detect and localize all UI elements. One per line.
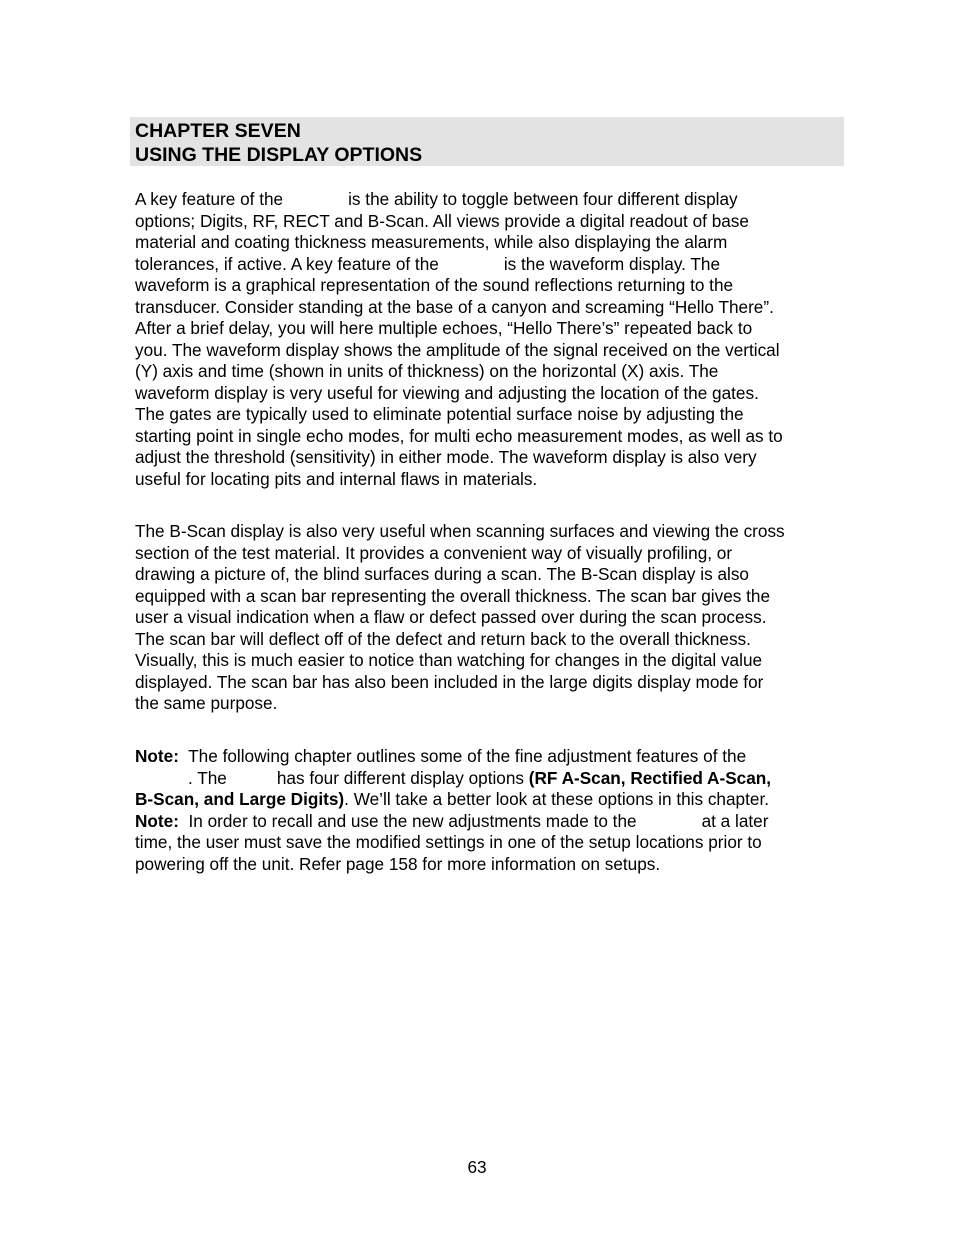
chapter-number: CHAPTER SEVEN [135, 120, 301, 142]
text-line: options; Digits, RF, RECT and B-Scan. All views provide a digital readout of base [135, 210, 749, 231]
text-line: (Y) axis and time (shown in units of thickness) on the horizontal (X) axis. The [135, 361, 719, 381]
paragraph-display-options [135, 189, 850, 490]
text-line: Visually, this is much easier to notice than watching for changes in the digital value [135, 650, 763, 670]
text-line: drawing a picture of, the blind surfaces during a scan. The B-Scan display is also [135, 564, 749, 584]
note-line: Note: The following chapter outlines some of the fine adjustment features of the [135, 746, 747, 766]
notes-section [135, 746, 850, 875]
text-line: transducer. Consider standing at the base of a canyon and screaming “Hello There”. [135, 296, 774, 317]
text-line: adjust the threshold (sensitivity) in either mode. The waveform display is also very [135, 447, 757, 467]
text-line: the same purpose. [135, 693, 278, 713]
text-line: waveform is a graphical representation of the sound reflections returning to the [135, 275, 734, 295]
note-label: Note: [135, 810, 179, 831]
text-line: starting point in single echo modes, for multi echo measurement modes, as well as to [135, 425, 783, 446]
text-line: After a brief delay, you will here multiple echoes, “Hello There’s” repeated back to [135, 318, 753, 338]
text-line: The scan bar will deflect off of the defect and return back to the overall thickness. [135, 628, 751, 649]
text-line: A key feature of the is the ability to toggle between four different display [135, 189, 738, 209]
text-line: waveform display is very useful for viewing and adjusting the location of the gates. [135, 382, 759, 403]
chapter-header [130, 117, 844, 166]
text-line: equipped with a scan bar representing the overall thickness. The scan bar gives the [135, 585, 771, 606]
chapter-title: USING THE DISPLAY OPTIONS [135, 144, 423, 166]
note-line: powering off the unit. Refer page 158 for more information on setups. [135, 853, 661, 874]
text-line: The gates are typically used to eliminate potential surface noise by adjusting the [135, 404, 744, 424]
text-line: section of the test material. It provides a convenient way of visually profiling, or [135, 542, 733, 563]
text-line: material and coating thickness measurements, while also displaying the alarm [135, 232, 728, 252]
paragraph-b-scan [135, 521, 850, 715]
note-label: Note: [135, 746, 179, 766]
text-line: tolerances, if active. A key feature of the is the waveform display. The [135, 253, 721, 274]
note-line: Note: In order to recall and use the new adjustments made to the at a later [135, 810, 769, 831]
text-line: user a visual indication when a flaw or defect passed over during the scan process. [135, 607, 767, 627]
text-line: displayed. The scan bar has also been included in the large digits display mode for [135, 671, 764, 692]
text-line: The B-Scan display is also very useful when scanning surfaces and viewing the cross [135, 521, 785, 541]
text-line: useful for locating pits and internal flaws in materials. [135, 468, 538, 489]
text-line: you. The waveform display shows the amplitude of the signal received on the vertical [135, 339, 780, 360]
page-number: 63 [467, 1157, 487, 1177]
note-line: . The has four different display options (RF A-Scan, Rectified A-Scan, [188, 767, 772, 788]
note-line: time, the user must save the modified settings in one of the setup locations prior to [135, 832, 762, 852]
note-line: B-Scan, and Large Digits). We’ll take a better look at these options in this chapter. [135, 789, 769, 809]
